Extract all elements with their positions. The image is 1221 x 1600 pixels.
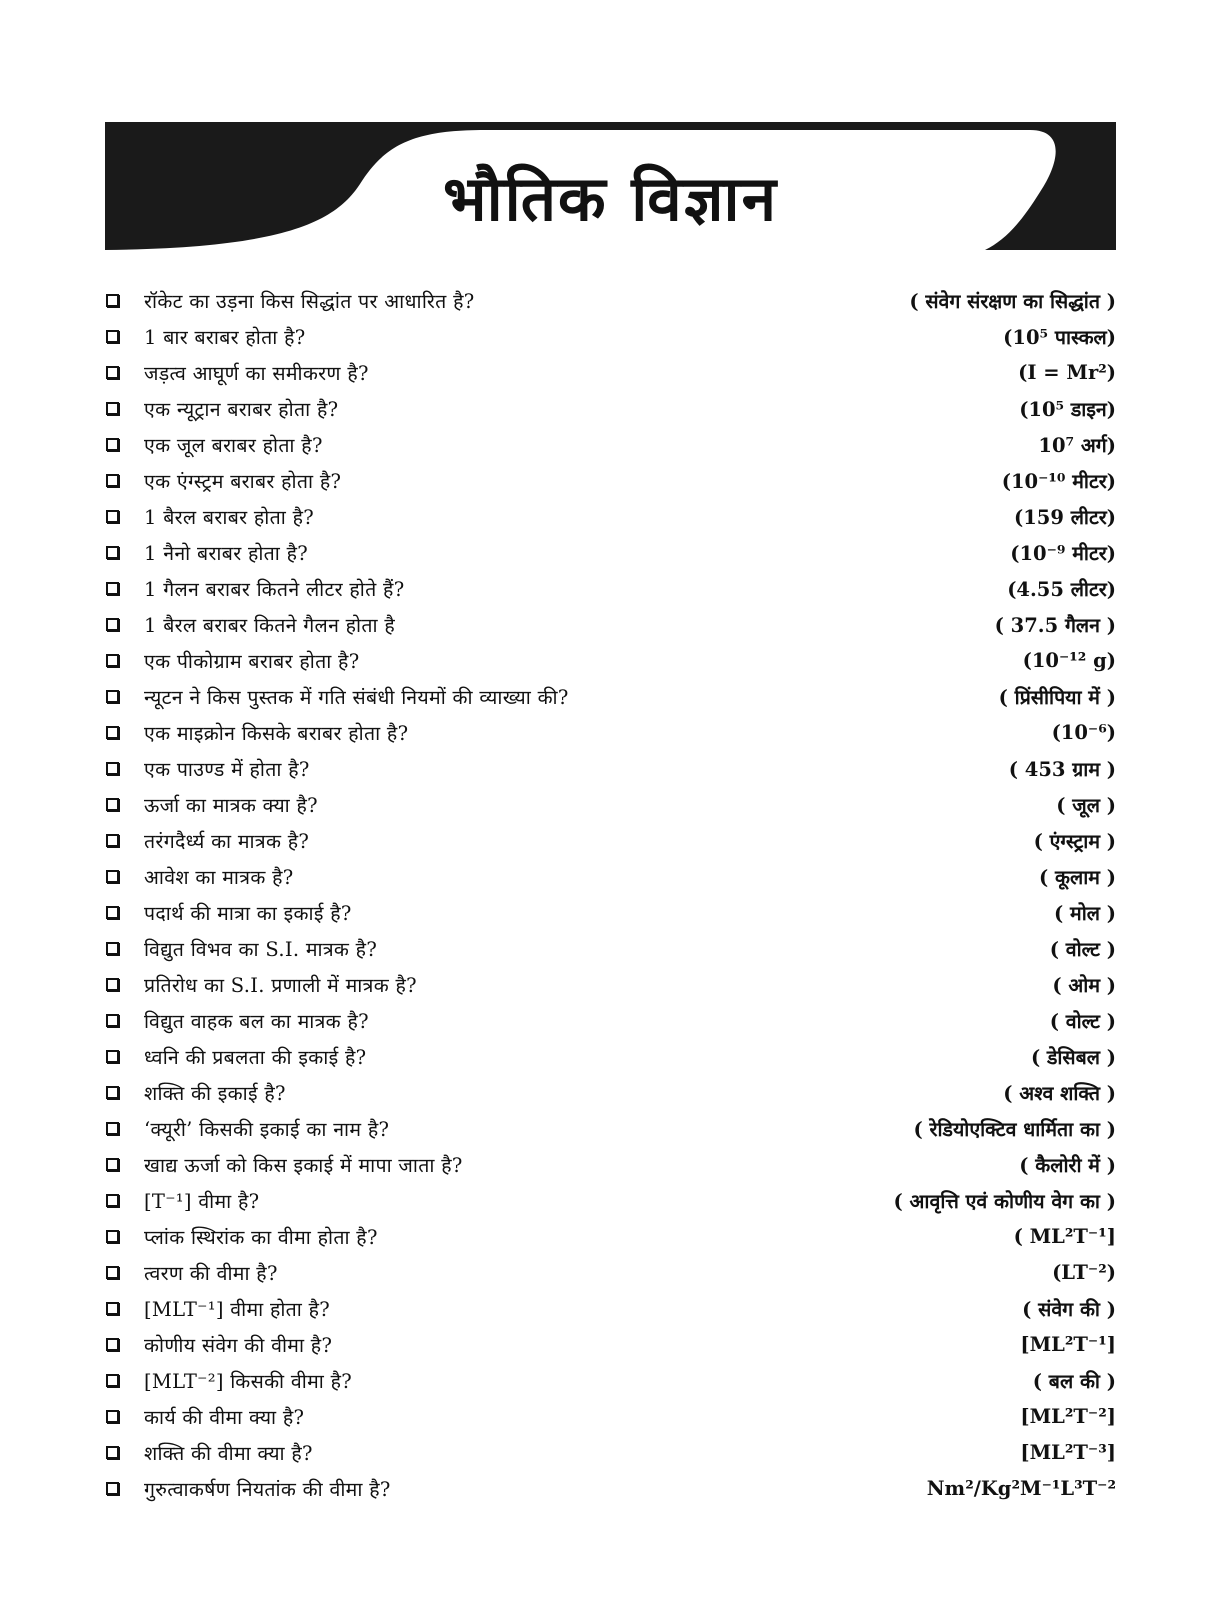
- checkbox-bullet-icon: [106, 510, 119, 523]
- list-item: [105, 786, 1116, 822]
- checkbox-bullet-icon: [106, 438, 119, 451]
- answer-text: ( जूल ): [1056, 793, 1116, 817]
- answer-text: ( संवेग संरक्षण का सिद्धांत ): [909, 289, 1116, 313]
- checkbox-bullet-icon: [106, 690, 119, 703]
- answer-text: (10⁻⁹ मीटर): [1010, 541, 1116, 565]
- checkbox-bullet-icon: [106, 1482, 119, 1495]
- checkbox-bullet-icon: [106, 942, 119, 955]
- answer-text: (10⁻¹⁰ मीटर): [1001, 469, 1116, 493]
- checkbox-bullet-icon: [106, 1410, 119, 1423]
- list-item: [105, 1290, 1116, 1326]
- list-item: [105, 282, 1116, 318]
- list-item: [105, 1074, 1116, 1110]
- question-text: 1 बार बराबर होता है?: [144, 325, 306, 349]
- answer-text: (10⁻¹² g): [1022, 648, 1116, 672]
- checkbox-bullet-icon: [106, 330, 119, 343]
- question-text: ध्वनि की प्रबलता की इकाई है?: [144, 1045, 367, 1069]
- list-item: [105, 498, 1116, 534]
- question-text: एक जूल बराबर होता है?: [144, 433, 323, 457]
- list-item: [105, 570, 1116, 606]
- answer-text: [ML²T⁻²]: [1020, 1404, 1116, 1428]
- answer-text: ( ओम ): [1052, 973, 1116, 997]
- question-text: न्यूटन ने किस पुस्तक में गति संबंधी नियमों की व्याख्या की?: [144, 685, 569, 709]
- list-item: [105, 678, 1116, 714]
- question-text: 1 बैरल बराबर कितने गैलन होता है: [144, 613, 396, 637]
- answer-text: ( अश्व शक्ति ): [1003, 1081, 1116, 1105]
- list-item: [105, 1218, 1116, 1254]
- checkbox-bullet-icon: [106, 474, 119, 487]
- checkbox-bullet-icon: [106, 1086, 119, 1099]
- question-text: [T⁻¹] वीमा है?: [144, 1189, 260, 1213]
- question-answer-list: [105, 282, 1116, 1506]
- list-item: [105, 714, 1116, 750]
- answer-text: (10⁻⁶): [1051, 720, 1116, 744]
- checkbox-bullet-icon: [106, 978, 119, 991]
- question-text: आवेश का मात्रक है?: [144, 865, 294, 889]
- question-text: एक एंग्स्ट्रम बराबर होता है?: [144, 469, 342, 493]
- answer-text: 10⁷ अर्ग): [1038, 433, 1116, 457]
- answer-text: ( कूलाम ): [1039, 865, 1116, 889]
- answer-text: ( 37.5 गैलन ): [994, 613, 1116, 637]
- answer-text: [ML²T⁻³]: [1020, 1440, 1116, 1464]
- list-item: [105, 1146, 1116, 1182]
- checkbox-bullet-icon: [106, 798, 119, 811]
- answer-text: (10⁵ डाइन): [1019, 397, 1116, 421]
- checkbox-bullet-icon: [106, 1122, 119, 1135]
- list-item: [105, 858, 1116, 894]
- list-item: [105, 894, 1116, 930]
- list-item: [105, 390, 1116, 426]
- list-item: [105, 534, 1116, 570]
- checkbox-bullet-icon: [106, 1050, 119, 1063]
- answer-text: Nm²/Kg²M⁻¹L³T⁻²: [926, 1476, 1116, 1500]
- checkbox-bullet-icon: [106, 870, 119, 883]
- question-text: ‘क्यूरी’ किसकी इकाई का नाम है?: [144, 1117, 390, 1141]
- checkbox-bullet-icon: [106, 762, 119, 775]
- answer-text: (LT⁻²): [1052, 1260, 1116, 1284]
- question-text: विद्युत वाहक बल का मात्रक है?: [144, 1009, 369, 1033]
- question-text: शक्ति की इकाई है?: [144, 1081, 286, 1105]
- question-text: शक्ति की वीमा क्या है?: [144, 1441, 313, 1465]
- checkbox-bullet-icon: [106, 1230, 119, 1243]
- checkbox-bullet-icon: [106, 1014, 119, 1027]
- question-text: पदार्थ की मात्रा का इकाई है?: [144, 901, 352, 925]
- checkbox-bullet-icon: [106, 1158, 119, 1171]
- answer-text: ( प्रिंसीपिया में ): [998, 685, 1116, 709]
- checkbox-bullet-icon: [106, 834, 119, 847]
- checkbox-bullet-icon: [106, 546, 119, 559]
- question-text: एक पाउण्ड में होता है?: [144, 757, 310, 781]
- list-item: [105, 1362, 1116, 1398]
- question-text: कोणीय संवेग की वीमा है?: [144, 1333, 333, 1357]
- question-text: एक न्यूट्रान बराबर होता है?: [144, 397, 339, 421]
- list-item: [105, 1182, 1116, 1218]
- checkbox-bullet-icon: [106, 366, 119, 379]
- checkbox-bullet-icon: [106, 1266, 119, 1279]
- answer-text: ( वोल्ट ): [1049, 1009, 1116, 1033]
- question-text: विद्युत विभव का S.I. मात्रक है?: [144, 937, 378, 961]
- answer-text: ( संवेग की ): [1022, 1297, 1116, 1321]
- list-item: [105, 1434, 1116, 1470]
- list-item: [105, 1110, 1116, 1146]
- list-item: [105, 930, 1116, 966]
- answer-text: (10⁵ पास्कल): [1003, 325, 1116, 349]
- list-item: [105, 462, 1116, 498]
- checkbox-bullet-icon: [106, 726, 119, 739]
- list-item: [105, 606, 1116, 642]
- answer-text: (I = Mr²): [1018, 360, 1116, 384]
- page-title: भौतिक विज्ञान: [443, 162, 778, 235]
- list-item: [105, 966, 1116, 1002]
- answer-text: ( रेडियोएक्टिव धार्मिता का ): [913, 1117, 1116, 1141]
- checkbox-bullet-icon: [106, 582, 119, 595]
- list-item: [105, 1254, 1116, 1290]
- answer-text: ( आवृत्ति एवं कोणीय वेग का ): [893, 1189, 1116, 1213]
- list-item: [105, 426, 1116, 462]
- answer-text: ( एंग्स्ट्राम ): [1033, 829, 1116, 853]
- question-text: 1 बैरल बराबर होता है?: [144, 505, 314, 529]
- checkbox-bullet-icon: [106, 1374, 119, 1387]
- checkbox-bullet-icon: [106, 294, 119, 307]
- question-text: एक पीकोग्राम बराबर होता है?: [144, 649, 360, 673]
- question-text: ऊर्जा का मात्रक क्या है?: [144, 793, 318, 817]
- checkbox-bullet-icon: [106, 1302, 119, 1315]
- question-text: रॉकेट का उड़ना किस सिद्धांत पर आधारित है?: [144, 289, 475, 313]
- answer-text: ( मोल ): [1054, 901, 1116, 925]
- answer-text: (159 लीटर): [1013, 505, 1116, 529]
- question-text: एक माइक्रोन किसके बराबर होता है?: [144, 721, 409, 745]
- list-item: [105, 1326, 1116, 1362]
- answer-text: ( ML²T⁻¹]: [1013, 1224, 1116, 1248]
- checkbox-bullet-icon: [106, 654, 119, 667]
- answer-text: ( 453 ग्राम ): [1008, 757, 1116, 781]
- list-item: [105, 822, 1116, 858]
- checkbox-bullet-icon: [106, 1446, 119, 1459]
- answer-text: ( कैलोरी में ): [1019, 1153, 1116, 1177]
- list-item: [105, 642, 1116, 678]
- question-text: प्लांक स्थिरांक का वीमा होता है?: [144, 1225, 378, 1249]
- question-text: [MLT⁻²] किसकी वीमा है?: [144, 1369, 353, 1393]
- list-item: [105, 1038, 1116, 1074]
- list-item: [105, 318, 1116, 354]
- checkbox-bullet-icon: [106, 1338, 119, 1351]
- question-text: तरंगदैर्ध्य का मात्रक है?: [144, 829, 310, 853]
- checkbox-bullet-icon: [106, 1194, 119, 1207]
- checkbox-bullet-icon: [106, 906, 119, 919]
- question-text: गुरुत्वाकर्षण नियतांक की वीमा है?: [144, 1477, 391, 1501]
- question-text: त्वरण की वीमा है?: [144, 1261, 278, 1285]
- checkbox-bullet-icon: [106, 618, 119, 631]
- question-text: [MLT⁻¹] वीमा होता है?: [144, 1297, 331, 1321]
- answer-text: ( वोल्ट ): [1049, 937, 1116, 961]
- checkbox-bullet-icon: [106, 402, 119, 415]
- question-text: प्रतिरोध का S.I. प्रणाली में मात्रक है?: [144, 973, 417, 997]
- list-item: [105, 1470, 1116, 1506]
- list-item: [105, 1002, 1116, 1038]
- answer-text: ( बल की ): [1032, 1369, 1116, 1393]
- list-item: [105, 750, 1116, 786]
- answer-text: (4.55 लीटर): [1007, 577, 1116, 601]
- list-item: [105, 1398, 1116, 1434]
- question-text: जड़त्व आघूर्ण का समीकरण है?: [144, 361, 369, 385]
- question-text: 1 नैनो बराबर होता है?: [144, 541, 309, 565]
- question-text: खाद्य ऊर्जा को किस इकाई में मापा जाता है?: [144, 1153, 463, 1177]
- question-text: कार्य की वीमा क्या है?: [144, 1405, 305, 1429]
- question-text: 1 गैलन बराबर कितने लीटर होते हैं?: [144, 577, 405, 601]
- answer-text: [ML²T⁻¹]: [1020, 1332, 1116, 1356]
- answer-text: ( डेसिबल ): [1030, 1045, 1116, 1069]
- list-item: [105, 354, 1116, 390]
